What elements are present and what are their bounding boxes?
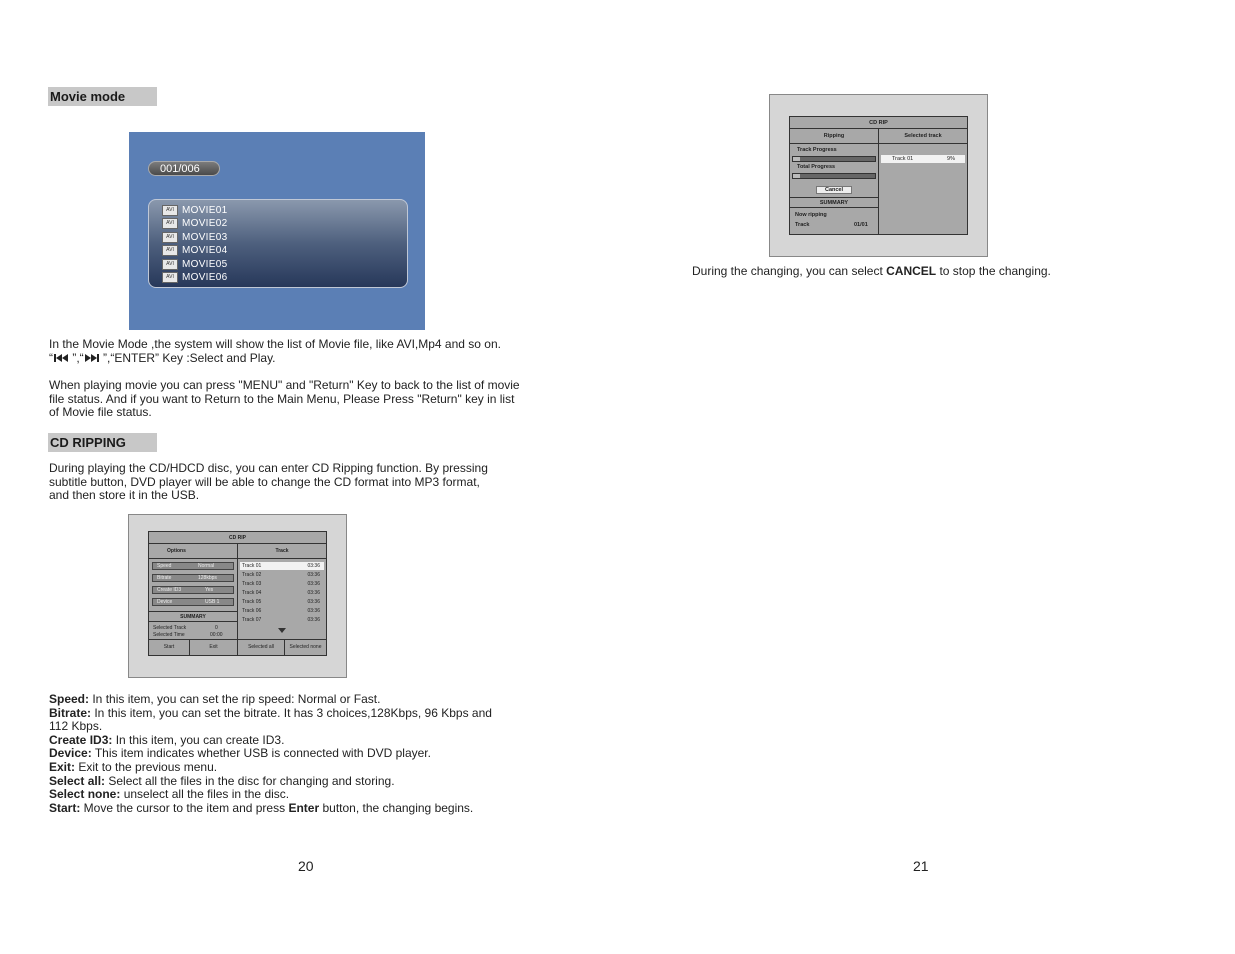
track-time: 03:36 [307, 581, 320, 587]
list-item[interactable] [162, 231, 227, 243]
select-all-button[interactable]: Selected all [238, 640, 285, 655]
table-row[interactable] [240, 580, 324, 588]
table-row[interactable] [240, 607, 324, 615]
cancel-caption [692, 265, 1192, 279]
cancel-button[interactable]: Cancel [816, 186, 852, 194]
now-ripping-label: Now ripping [795, 212, 827, 218]
option-value: 128kbps [198, 575, 217, 581]
cd-ripping-definitions [49, 693, 569, 815]
table-row[interactable] [240, 562, 324, 570]
page-number: 20 [298, 858, 314, 874]
avi-file-icon: AVI [162, 218, 178, 229]
option-value: Normal [198, 563, 215, 569]
total-progress-bar [792, 173, 876, 179]
definition-term: Speed: [49, 692, 90, 706]
note-line: When playing movie you can press "MENU" and "Return" Key to back to the list of movie [49, 378, 520, 392]
option-label: Device [157, 599, 173, 605]
selected-track-row [153, 625, 233, 631]
avi-file-icon: AVI [162, 245, 178, 256]
movie-mode-screen [129, 132, 425, 330]
track-name: Track 06 [242, 608, 262, 614]
summary-value: 00:00 [210, 632, 223, 638]
track-time: 03:36 [307, 572, 320, 578]
track-name: Track 04 [242, 590, 262, 596]
enter-key-term: Enter [288, 800, 320, 815]
previous-track-icon [54, 354, 68, 362]
summary-value: 0 [215, 625, 218, 631]
definition-text: Select all the files in the disc for changing and storing. [105, 773, 395, 788]
movie-name: MOVIE04 [182, 245, 228, 256]
list-item[interactable] [162, 258, 227, 270]
movie-mode-description [49, 338, 569, 365]
track-label: Track [795, 222, 810, 228]
definition-term: Select all: [49, 773, 106, 788]
options-panel [149, 559, 238, 639]
note-line: of Movie file status. [49, 405, 152, 420]
definition-term: Bitrate: [49, 705, 92, 720]
quote-mark: “ [49, 350, 53, 365]
start-button[interactable]: Start [149, 640, 190, 655]
exit-button[interactable]: Exit [190, 640, 238, 655]
track-time: 03:36 [307, 617, 320, 623]
definition-line [49, 734, 569, 748]
movie-name: MOVIE01 [182, 204, 228, 216]
list-item[interactable] [162, 272, 227, 284]
movie-mode-heading: Movie mode [48, 87, 157, 106]
intro-line: subtitle button, DVD player will be able to change the CD format into MP3 format, [49, 474, 480, 489]
cd-ripping-heading: CD RIPPING [48, 433, 157, 452]
track-header: Track [238, 544, 326, 559]
enter-key-text: ”,“ENTER” Key :Select and Play. [99, 350, 276, 365]
definition-text: In this item, you can set the rip speed: Normal or Fast. [89, 692, 381, 706]
definition-line [49, 693, 569, 707]
note-line: file status. And if you want to Return to the Main Menu, Please Press "Return" key in list [49, 391, 515, 406]
dialog-title: CD RIP [790, 117, 967, 129]
movie-name: MOVIE05 [182, 258, 228, 270]
list-item[interactable] [162, 245, 227, 257]
description-line [49, 352, 569, 366]
ripping-header: Ripping [790, 129, 879, 144]
movie-name: MOVIE06 [182, 272, 228, 283]
track-list [238, 559, 326, 639]
table-row[interactable] [240, 616, 324, 624]
selected-track-panel [879, 144, 967, 234]
movie-list [148, 199, 408, 288]
definition-line [49, 775, 569, 789]
track-count: 01/01 [854, 222, 868, 228]
option-label: Speed [157, 563, 172, 569]
total-progress-label: Total Progress [797, 164, 836, 170]
caption-text: to stop the changing. [936, 264, 1051, 278]
track-time: 03:36 [307, 590, 320, 596]
definition-term: Exit: [49, 759, 76, 774]
ripping-panel [790, 144, 879, 234]
definition-term: Device: [49, 746, 92, 761]
intro-line: and then store it in the USB. [49, 488, 200, 503]
track-progress-fill [793, 157, 800, 161]
intro-line: During playing the CD/HDCD disc, you can enter CD Ripping function. By pressing [49, 461, 488, 475]
table-row[interactable] [240, 598, 324, 606]
movie-name: MOVIE02 [182, 218, 228, 229]
option-value: Yes [205, 587, 214, 593]
selected-time-row [153, 632, 233, 638]
caption-line [692, 265, 1192, 279]
definition-line [49, 747, 569, 761]
track-progress-label: Track Progress [797, 147, 837, 153]
avi-file-icon: AVI [162, 205, 178, 216]
device-option[interactable] [152, 598, 234, 606]
list-item[interactable] [162, 204, 227, 216]
definition-text: button, the changing begins. [319, 800, 474, 815]
bitrate-option[interactable] [152, 574, 234, 582]
caption-text: During the changing, you can select [692, 264, 887, 278]
cancel-term: CANCEL [886, 264, 937, 278]
options-header: Options [149, 544, 238, 559]
file-counter: 001/006 [148, 161, 220, 176]
avi-file-icon: AVI [162, 232, 178, 243]
track-time: 03:36 [307, 563, 320, 569]
option-label: Create ID3 [157, 587, 182, 593]
summary-title: SUMMARY [790, 197, 878, 208]
definition-text: In this item, you can set the bitrate. It has 3 choices,128Kbps, 96 Kbps and [91, 705, 492, 720]
next-track-icon [85, 354, 99, 362]
quote-mark: ”,“ [69, 350, 84, 365]
scroll-down-arrow-icon[interactable] [278, 628, 286, 633]
definition-line [49, 707, 569, 721]
cd-rip-options-dialog [148, 531, 327, 656]
definition-line [49, 802, 569, 816]
track-percent: 9% [947, 156, 955, 162]
definition-text: Move the cursor to the item and press [80, 800, 289, 815]
definition-text: 112 Kbps. [49, 719, 103, 734]
definition-text: unselect all the files in the disc. [120, 787, 290, 802]
cd-rip-progress-dialog [789, 116, 968, 235]
speed-option[interactable] [152, 562, 234, 570]
definition-text: In this item, you can create ID3. [112, 732, 285, 747]
movie-name: MOVIE03 [182, 231, 228, 243]
page-number: 21 [913, 858, 929, 874]
track-time: 03:36 [307, 608, 320, 614]
list-item[interactable] [162, 218, 227, 230]
avi-file-icon: AVI [162, 259, 178, 270]
definition-line [49, 761, 569, 775]
definition-line [49, 720, 569, 734]
definition-term: Select none: [49, 787, 121, 802]
track-progress-bar [792, 156, 876, 162]
cd-ripping-intro [49, 462, 549, 503]
create-id3-option[interactable] [152, 586, 234, 594]
track-name: Track 07 [242, 617, 262, 623]
track-time: 03:36 [307, 599, 320, 605]
table-row[interactable] [881, 155, 965, 163]
track-name: Track 02 [242, 572, 262, 578]
table-row[interactable] [240, 589, 324, 597]
definition-text: Exit to the previous menu. [75, 759, 218, 774]
track-name: Track 01 [242, 563, 262, 569]
summary-title: SUMMARY [149, 611, 237, 622]
track-name: Track 01 [892, 156, 914, 162]
table-row[interactable] [240, 571, 324, 579]
summary-label: Selected Time [153, 632, 185, 638]
movie-playback-note [49, 379, 579, 420]
total-progress-fill [793, 174, 800, 178]
summary-label: Selected Track [153, 625, 187, 631]
option-label: Bitrate [157, 575, 172, 581]
track-name: Track 05 [242, 599, 262, 605]
dialog-button-bar [149, 639, 326, 655]
option-value: USB 1 [205, 599, 220, 605]
selected-track-header: Selected track [879, 129, 967, 144]
definition-line [49, 788, 569, 802]
definition-text: This item indicates whether USB is connected with DVD player. [91, 746, 431, 761]
description-line: In the Movie Mode ,the system will show the list of Movie file, like AVI,Mp4 and so on. [49, 337, 501, 351]
avi-file-icon: AVI [162, 272, 178, 283]
definition-term: Start: [49, 800, 81, 815]
select-none-button[interactable]: Selected none [289, 644, 322, 650]
track-name: Track 03 [242, 581, 262, 587]
dialog-title: CD RIP [149, 532, 326, 544]
definition-term: Create ID3: [49, 732, 113, 747]
